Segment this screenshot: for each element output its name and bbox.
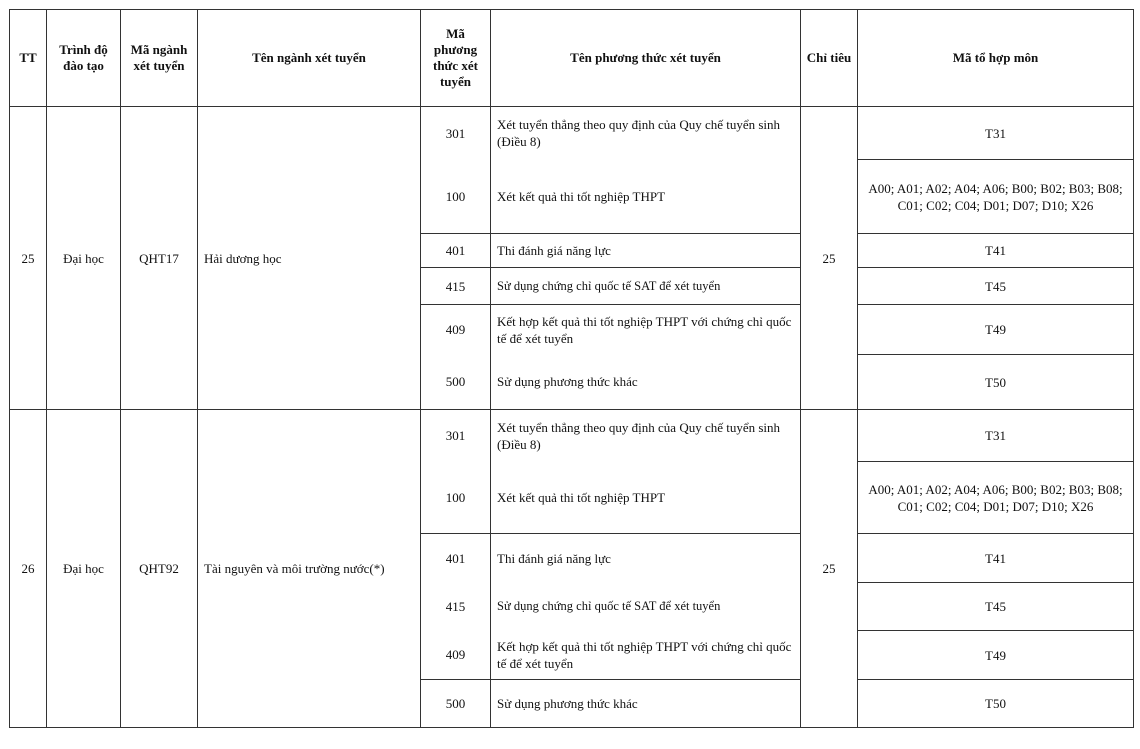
- method-code-cell: 409: [421, 305, 491, 355]
- method-code-cell: 415: [421, 583, 491, 631]
- header-tt: TT: [10, 10, 47, 107]
- method-name-cell: Xét tuyển thẳng theo quy định của Quy chế tuyển sinh (Điều 8): [491, 107, 801, 160]
- combo-cell: T31: [858, 410, 1134, 462]
- tt-cell: 25: [10, 107, 47, 410]
- table-row: [10, 410, 1134, 462]
- admissions-table: [9, 9, 1134, 728]
- header-major-code: Mã ngành xét tuyển: [121, 10, 198, 107]
- method-name-cell: Kết hợp kết quả thi tốt nghiệp THPT với chứng chỉ quốc tế để xét tuyển: [491, 305, 801, 355]
- combo-cell: T31: [858, 107, 1134, 160]
- method-name-cell: Xét kết quả thi tốt nghiệp THPT: [491, 462, 801, 534]
- combo-cell: T41: [858, 234, 1134, 268]
- level-cell: Đại học: [47, 107, 121, 410]
- method-name-cell: Thi đánh giá năng lực: [491, 234, 801, 268]
- combo-cell: T50: [858, 355, 1134, 410]
- combo-cell: T50: [858, 680, 1134, 728]
- method-name-cell: Xét tuyển thẳng theo quy định của Quy chế tuyển sinh (Điều 8): [491, 410, 801, 462]
- table-row: [10, 107, 1134, 160]
- header-method-name: Tên phương thức xét tuyển: [491, 10, 801, 107]
- method-code-cell: 100: [421, 160, 491, 234]
- combo-cell: A00; A01; A02; A04; A06; B00; B02; B03; B08; C01; C02; C04; D01; D07; D10; X26: [858, 160, 1134, 234]
- method-name-cell: Kết hợp kết quả thi tốt nghiệp THPT với chứng chỉ quốc tế để xét tuyển: [491, 631, 801, 680]
- combo-cell: T41: [858, 534, 1134, 583]
- method-name-cell: Sử dụng phương thức khác: [491, 355, 801, 410]
- major-name-cell: Hải dương học: [198, 107, 421, 410]
- method-code-cell: 401: [421, 534, 491, 583]
- admissions-table-wrapper: [9, 9, 1134, 728]
- header-major-name: Tên ngành xét tuyển: [198, 10, 421, 107]
- tt-cell: 26: [10, 410, 47, 728]
- method-code-cell: 409: [421, 631, 491, 680]
- method-code-cell: 415: [421, 268, 491, 305]
- method-name-cell: Sử dụng chứng chỉ quốc tế SAT để xét tuyển: [491, 583, 801, 631]
- method-code-cell: 401: [421, 234, 491, 268]
- method-code-cell: 100: [421, 462, 491, 534]
- method-code-cell: 301: [421, 107, 491, 160]
- method-name-cell: Sử dụng chứng chỉ quốc tế SAT để xét tuyển: [491, 268, 801, 305]
- method-name-cell: Xét kết quả thi tốt nghiệp THPT: [491, 160, 801, 234]
- quota-cell: 25: [801, 410, 858, 728]
- combo-cell: T45: [858, 583, 1134, 631]
- major-code-cell: QHT92: [121, 410, 198, 728]
- major-name-cell: Tài nguyên và môi trường nước(*): [198, 410, 421, 728]
- method-name-cell: Thi đánh giá năng lực: [491, 534, 801, 583]
- combo-cell: T45: [858, 268, 1134, 305]
- header-row: [10, 10, 1134, 107]
- method-code-cell: 301: [421, 410, 491, 462]
- method-name-cell: Sử dụng phương thức khác: [491, 680, 801, 728]
- quota-cell: 25: [801, 107, 858, 410]
- combo-cell: T49: [858, 305, 1134, 355]
- major-code-cell: QHT17: [121, 107, 198, 410]
- method-code-cell: 500: [421, 680, 491, 728]
- level-cell: Đại học: [47, 410, 121, 728]
- combo-cell: A00; A01; A02; A04; A06; B00; B02; B03; B08; C01; C02; C04; D01; D07; D10; X26: [858, 462, 1134, 534]
- method-code-cell: 500: [421, 355, 491, 410]
- header-combo: Mã tổ hợp môn: [858, 10, 1134, 107]
- header-method-code: Mã phương thức xét tuyển: [421, 10, 491, 107]
- combo-cell: T49: [858, 631, 1134, 680]
- header-level: Trình độ đào tạo: [47, 10, 121, 107]
- header-quota: Chỉ tiêu: [801, 10, 858, 107]
